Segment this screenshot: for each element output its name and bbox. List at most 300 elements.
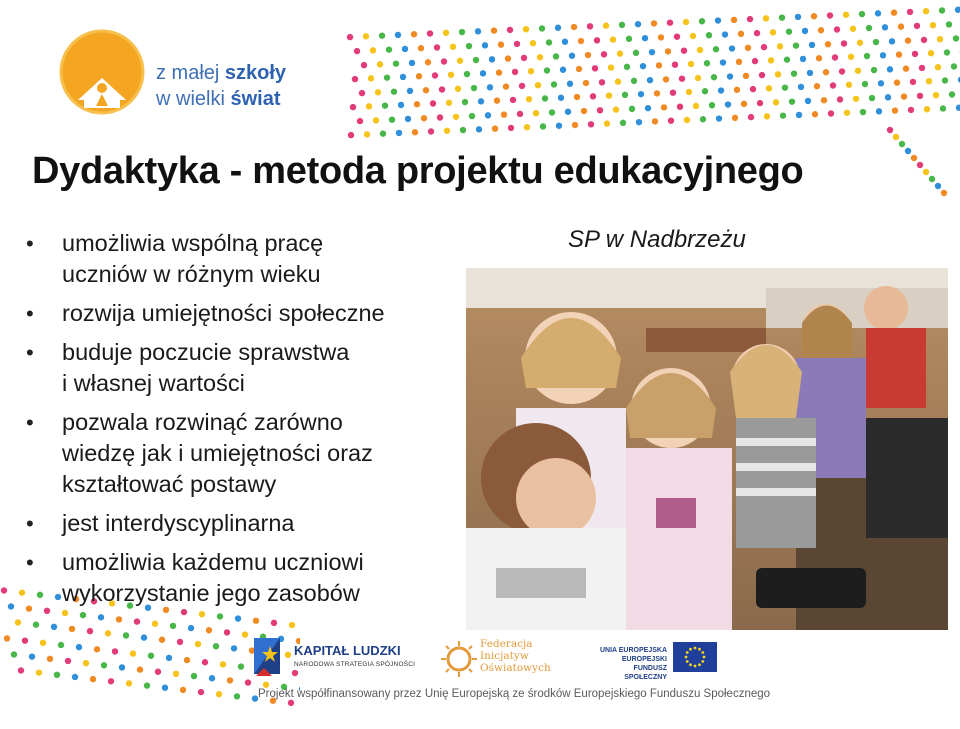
decorative-dot [946, 21, 952, 27]
decorative-dot [489, 56, 495, 62]
decorative-dot [716, 115, 722, 121]
decorative-dot [608, 64, 614, 70]
decorative-dot [795, 14, 801, 20]
decorative-dot [603, 22, 609, 28]
decorative-dot [439, 86, 445, 92]
decorative-dot [155, 669, 161, 675]
decorative-dot [162, 685, 168, 691]
decorative-dot [725, 101, 731, 107]
bullet-item [26, 407, 456, 500]
kapital-ludzki-title: KAPITAŁ LUDZKI [294, 643, 401, 658]
decorative-dot [887, 66, 893, 72]
decorative-dot [878, 80, 884, 86]
bullet-marker: • [26, 511, 34, 536]
decorative-dot [47, 656, 53, 662]
decorative-dot [386, 46, 392, 52]
decorative-dot [640, 63, 646, 69]
bullet-marker: • [26, 340, 34, 365]
decorative-dot [683, 19, 689, 25]
decorative-dot [588, 121, 594, 127]
decorative-dot [713, 46, 719, 52]
decorative-dot [736, 59, 742, 65]
decorative-dot [350, 104, 356, 110]
decorative-dot [412, 129, 418, 135]
decorative-dot [690, 33, 696, 39]
decorative-dot [466, 43, 472, 49]
decorative-dot [935, 183, 941, 189]
bullet-text: buduje poczucie sprawstwa i własnej wartości [62, 339, 350, 396]
decorative-dot [407, 88, 413, 94]
decorative-dot [19, 589, 25, 595]
decorative-dot [720, 59, 726, 65]
decorative-dot [188, 625, 194, 631]
decorative-dot [729, 45, 735, 51]
decorative-dot [763, 15, 769, 21]
decorative-dot [704, 60, 710, 66]
decorative-dot [926, 78, 932, 84]
kapital-ludzki-logo [250, 630, 416, 686]
decorative-dot [437, 114, 443, 120]
decorative-dot [674, 34, 680, 40]
decorative-dot [800, 56, 806, 62]
bullet-marker: • [26, 410, 34, 435]
decorative-dot [101, 662, 107, 668]
decorative-dot [681, 48, 687, 54]
decorative-dot [638, 91, 644, 97]
bullet-item [26, 337, 456, 399]
decorative-dot [583, 80, 589, 86]
decorative-dot [693, 103, 699, 109]
decorative-dot [791, 70, 797, 76]
decorative-dot [832, 54, 838, 60]
decorative-dot [818, 27, 824, 33]
decorative-dot [955, 7, 960, 13]
decorative-dot [191, 673, 197, 679]
decorative-dot [882, 24, 888, 30]
decorative-dot [144, 682, 150, 688]
decorative-dot [177, 639, 183, 645]
decorative-dot [571, 24, 577, 30]
decorative-dot [507, 27, 513, 33]
decorative-dot [796, 112, 802, 118]
decorative-dot [357, 118, 363, 124]
decorative-dot [658, 34, 664, 40]
decorative-dot [866, 25, 872, 31]
decorative-dot [354, 48, 360, 54]
decorative-dot [587, 23, 593, 29]
decorative-dot [368, 75, 374, 81]
decorative-dot [130, 650, 136, 656]
decorative-dot [209, 675, 215, 681]
eu-star [694, 665, 697, 668]
decorative-dot [875, 10, 881, 16]
decorative-dot [921, 37, 927, 43]
decorative-dot [40, 640, 46, 646]
decorative-dot [90, 676, 96, 682]
decorative-dot [933, 92, 939, 98]
decorative-dot [919, 65, 925, 71]
decorative-dot [288, 700, 294, 706]
decorative-dot [759, 72, 765, 78]
decorative-dot [940, 105, 946, 111]
decorative-dot [923, 8, 929, 14]
decorative-dot [555, 25, 561, 31]
decorative-dot [610, 36, 616, 42]
decorative-dot [750, 86, 756, 92]
decorative-dot [827, 12, 833, 18]
eu-star [689, 648, 692, 651]
decorative-dot [871, 67, 877, 73]
decorative-dot [624, 64, 630, 70]
decorative-dot [400, 74, 406, 80]
decorative-dot [69, 626, 75, 632]
decorative-dot [512, 69, 518, 75]
decorative-dot [830, 82, 836, 88]
decorative-dot [782, 84, 788, 90]
decorative-dot [119, 664, 125, 670]
logo-wordmark [156, 60, 286, 112]
decorative-dot [789, 98, 795, 104]
decorative-dot [198, 689, 204, 695]
decorative-dot [528, 68, 534, 74]
decorative-dot [459, 29, 465, 35]
decorative-dot [711, 74, 717, 80]
decorative-dot [937, 36, 943, 42]
decorative-dot [816, 55, 822, 61]
decorative-dot [732, 115, 738, 121]
decorative-dot [498, 41, 504, 47]
decorative-dot [523, 26, 529, 32]
decorative-dot [347, 34, 353, 40]
decorative-dot [912, 51, 918, 57]
decorative-dot [464, 71, 470, 77]
decorative-dot [939, 7, 945, 13]
decorative-dot [766, 85, 772, 91]
decorative-dot [656, 62, 662, 68]
decorative-dot [661, 104, 667, 110]
decorative-dot [846, 82, 852, 88]
eu-flag-icon [673, 642, 717, 672]
decorative-dot [487, 84, 493, 90]
decorative-dot [425, 59, 431, 65]
logo-line1-plain: z małej [156, 62, 225, 84]
decorative-dot [370, 47, 376, 53]
decorative-dot [364, 131, 370, 137]
bullet-text: rozwija umiejętności społeczne [62, 300, 385, 326]
decorative-dot [446, 100, 452, 106]
eu-text: UNIA EUROPEJSKA EUROPEJSKI FUNDUSZ SPOŁECZNY [599, 647, 667, 681]
bullet-marker: • [26, 231, 34, 256]
slide-title: Dydaktyka - metoda projektu edukacyjnego [32, 150, 804, 192]
decorative-dot [473, 57, 479, 63]
decorative-dot [903, 65, 909, 71]
decorative-dot [908, 107, 914, 113]
decorative-dot [805, 98, 811, 104]
decorative-dot [928, 50, 934, 56]
decorative-dot [72, 674, 78, 680]
decorative-dot [271, 620, 277, 626]
decorative-dot [510, 97, 516, 103]
decorative-dot [421, 115, 427, 121]
decorative-dot [83, 660, 89, 666]
decorative-dot [116, 616, 122, 622]
decorative-dot [823, 69, 829, 75]
sun-house-logo-icon [58, 28, 150, 118]
decorative-dot [184, 657, 190, 663]
decorative-dot [521, 55, 527, 61]
decorative-dot [434, 44, 440, 50]
decorative-dot [775, 71, 781, 77]
bullet-item [26, 228, 456, 290]
decorative-dot [148, 653, 154, 659]
decorative-dot [839, 68, 845, 74]
decorative-dot [834, 26, 840, 32]
decorative-dot [734, 87, 740, 93]
decorative-dot [812, 111, 818, 117]
bullet-marker: • [26, 550, 34, 575]
decorative-dot [112, 648, 118, 654]
decorative-dot [558, 95, 564, 101]
decorative-dot [892, 107, 898, 113]
decorative-dot [517, 111, 523, 117]
decorative-dot [617, 50, 623, 56]
bullet-item [26, 547, 456, 609]
decorative-dot [216, 691, 222, 697]
decorative-dot [814, 83, 820, 89]
decorative-dot [843, 12, 849, 18]
decorative-dot [418, 45, 424, 51]
decorative-dot [620, 120, 626, 126]
decorative-dot [700, 116, 706, 122]
bullet-item [26, 508, 456, 539]
decorative-dot [22, 637, 28, 643]
decorative-dot [494, 97, 500, 103]
decorative-dot [123, 632, 129, 638]
decorative-dot [718, 87, 724, 93]
decorative-dot [743, 73, 749, 79]
decorative-dot [471, 85, 477, 91]
bullet-text: umożliwia każdemu uczniowi wykorzystanie jego zasobów [62, 549, 364, 606]
decorative-dot [706, 32, 712, 38]
federacja-text: Federacja Inicjatyw Oświatowych [480, 638, 551, 674]
eu-star [694, 647, 697, 650]
decorative-dot [747, 16, 753, 22]
federacja-logo [440, 630, 570, 686]
decorative-dot [395, 32, 401, 38]
decorative-dot [807, 70, 813, 76]
decorative-dot [731, 17, 737, 23]
decorative-dot [152, 621, 158, 627]
decorative-dot [748, 114, 754, 120]
decorative-dot [361, 62, 367, 68]
decorative-dot [667, 20, 673, 26]
decorative-dot [289, 622, 295, 628]
footer-logos [250, 630, 720, 690]
decorative-dot [195, 641, 201, 647]
bullet-item [26, 298, 456, 329]
decorative-dot [213, 643, 219, 649]
decorative-dot [899, 141, 905, 147]
decorative-dot [4, 635, 10, 641]
decorative-dot [802, 28, 808, 34]
federacja-sun-icon [440, 640, 478, 678]
decorative-dot [366, 103, 372, 109]
decorative-dot [1, 587, 7, 593]
decorative-dot [377, 61, 383, 67]
decorative-dot [450, 44, 456, 50]
decorative-dot [668, 118, 674, 124]
decorative-dot [105, 630, 111, 636]
decorative-dot [738, 31, 744, 37]
decorative-dot [567, 81, 573, 87]
funding-statement: Projekt współfinansowany przez Unię Europejską ze środków Europejskiego Funduszu Społecznego [258, 688, 771, 700]
decorative-dot [482, 42, 488, 48]
decorative-dot [956, 105, 960, 111]
decorative-dot [501, 111, 507, 117]
decorative-dot [492, 125, 498, 131]
decorative-dot [234, 693, 240, 699]
decorative-dot [238, 663, 244, 669]
decorative-dot [604, 120, 610, 126]
decorative-dot [665, 48, 671, 54]
decorative-dot [396, 130, 402, 136]
decorative-dot [757, 100, 763, 106]
decorative-dot [786, 28, 792, 34]
decorative-dot [764, 113, 770, 119]
decorative-dot [891, 9, 897, 15]
decorative-dot [220, 661, 226, 667]
decorative-dot [914, 23, 920, 29]
kapital-ludzki-subtitle: NARODOWA STRATEGIA SPÓJNOŚCI [294, 661, 416, 668]
decorative-dot [15, 619, 21, 625]
decorative-dot [654, 90, 660, 96]
decorative-dot [885, 94, 891, 100]
decorative-dot [594, 37, 600, 43]
decorative-dot [33, 621, 39, 627]
decorative-dot [18, 667, 24, 673]
decorative-dot [869, 95, 875, 101]
decorative-dot [615, 78, 621, 84]
decorative-dot [889, 38, 895, 44]
decorative-dot [478, 98, 484, 104]
decorative-dot [569, 53, 575, 59]
decorative-dot [524, 124, 530, 130]
decorative-dot [860, 109, 866, 115]
decorative-dot [709, 102, 715, 108]
decorative-dot [590, 93, 596, 99]
eu-star [686, 660, 689, 663]
decorative-dot [907, 9, 913, 15]
decorative-dot [480, 70, 486, 76]
decorative-dot [850, 26, 856, 32]
decorative-dot [359, 90, 365, 96]
decorative-dot [491, 27, 497, 33]
decorative-dot [841, 40, 847, 46]
decorative-dot [727, 73, 733, 79]
decorative-dot [613, 106, 619, 112]
decorative-dot [533, 110, 539, 116]
decorative-dot [428, 128, 434, 134]
decorative-dot [779, 14, 785, 20]
decorative-dot [560, 67, 566, 73]
decorative-dot [893, 134, 899, 140]
decorative-dot [137, 666, 143, 672]
decorative-dot [944, 49, 950, 55]
decorative-dot [393, 60, 399, 66]
decorative-dot [901, 93, 907, 99]
decorative-dot [514, 41, 520, 47]
decorative-dot [642, 35, 648, 41]
decorative-dot [455, 86, 461, 92]
decorative-dot [469, 113, 475, 119]
decorative-dot [476, 126, 482, 132]
decorative-dot [475, 28, 481, 34]
decorative-dot [508, 125, 514, 131]
decorative-dot [793, 42, 799, 48]
kapital-ludzki-emblem-icon [250, 632, 290, 682]
decorative-dot [853, 96, 859, 102]
project-logo [58, 28, 308, 118]
decorative-dot [752, 58, 758, 64]
decorative-dot [768, 57, 774, 63]
decorative-dot [411, 31, 417, 37]
decorative-dot [578, 38, 584, 44]
decorative-dot [503, 83, 509, 89]
decorative-dot [770, 29, 776, 35]
logo-line2-bold: świat [230, 88, 281, 110]
decorative-dot [930, 22, 936, 28]
decorative-dot [684, 117, 690, 123]
decorative-dot [924, 106, 930, 112]
decorative-dot [699, 18, 705, 24]
decorative-dot [54, 672, 60, 678]
decorative-dot [825, 41, 831, 47]
decorative-dot [206, 627, 212, 633]
decorative-dot [402, 46, 408, 52]
decorative-dot [391, 88, 397, 94]
decorative-dot [108, 678, 114, 684]
decorative-dot [36, 669, 42, 675]
decorative-dot [384, 74, 390, 80]
decorative-dot [873, 39, 879, 45]
eu-logo [585, 630, 725, 686]
decorative-dot [645, 105, 651, 111]
decorative-dot [430, 100, 436, 106]
decorative-dot [951, 63, 957, 69]
decorative-dot [848, 54, 854, 60]
decorative-dot [672, 61, 678, 67]
decorative-dot [942, 77, 948, 83]
decorative-dot [549, 109, 555, 115]
decorative-dot [173, 671, 179, 677]
decorative-dot [636, 119, 642, 125]
decorative-dot [837, 96, 843, 102]
bullet-text: umożliwia wspólną pracę uczniów w różnym wieku [62, 230, 324, 287]
decorative-dot [896, 51, 902, 57]
decorative-dot [373, 117, 379, 123]
decorative-dot [530, 40, 536, 46]
decorative-dot [649, 49, 655, 55]
decorative-dot [87, 628, 93, 634]
bullet-list [26, 228, 456, 617]
decorative-dot [380, 130, 386, 136]
eu-star [689, 663, 692, 666]
decorative-dot [780, 112, 786, 118]
eu-star [701, 651, 704, 654]
decorative-dot [857, 40, 863, 46]
bullet-text: jest interdyscyplinarna [62, 510, 295, 536]
decorative-dot [574, 94, 580, 100]
